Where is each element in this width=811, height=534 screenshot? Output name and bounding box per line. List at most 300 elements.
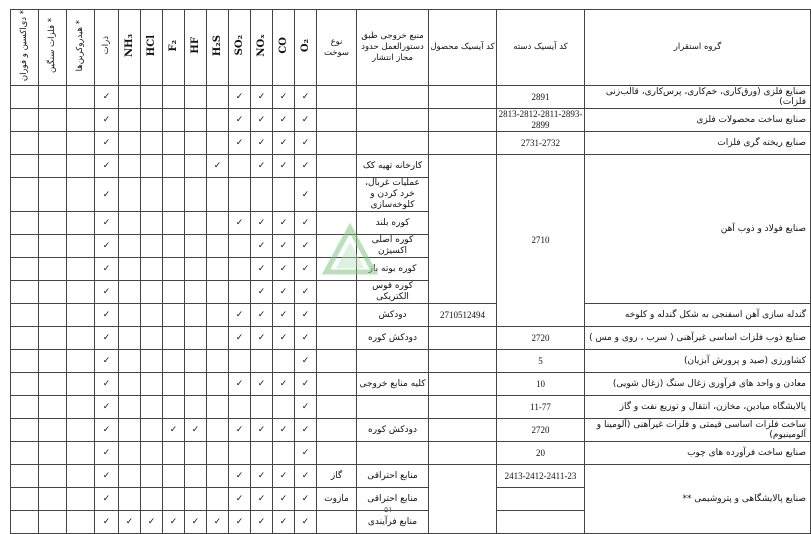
isic-group-cell: 5 bbox=[497, 350, 585, 373]
check-cell bbox=[163, 109, 185, 132]
table-body bbox=[11, 86, 811, 534]
check-cell bbox=[163, 235, 185, 258]
check-cell: ✓ bbox=[95, 281, 119, 304]
starred-cell bbox=[39, 327, 67, 350]
check-cell bbox=[185, 488, 207, 511]
check-cell bbox=[229, 281, 251, 304]
check-cell bbox=[119, 465, 141, 488]
check-cell: ✓ bbox=[273, 235, 295, 258]
check-cell: ✓ bbox=[229, 327, 251, 350]
check-cell: ✓ bbox=[273, 373, 295, 396]
fuel-cell bbox=[317, 109, 357, 132]
check-cell: ✓ bbox=[295, 132, 317, 155]
check-cell bbox=[141, 132, 163, 155]
group-cell: صنایع ساخت محصولات فلزی bbox=[585, 109, 811, 132]
check-cell bbox=[119, 281, 141, 304]
isic-group-cell: 2720 bbox=[497, 327, 585, 350]
starred-cell bbox=[39, 419, 67, 442]
check-cell bbox=[141, 109, 163, 132]
check-cell bbox=[273, 178, 295, 212]
group-cell: کشاورزی (صید و پرورش آبزیان) bbox=[585, 350, 811, 373]
check-cell: ✓ bbox=[229, 109, 251, 132]
isic-product-cell bbox=[429, 396, 497, 419]
starred-cell bbox=[67, 327, 95, 350]
check-cell bbox=[141, 155, 163, 178]
group-cell: صنایع فولاد و ذوب آهن bbox=[585, 155, 811, 304]
isic-product-cell bbox=[429, 465, 497, 534]
starred-cell bbox=[67, 281, 95, 304]
check-cell: ✓ bbox=[295, 373, 317, 396]
check-cell: ✓ bbox=[229, 373, 251, 396]
check-cell: ✓ bbox=[95, 373, 119, 396]
check-cell bbox=[141, 350, 163, 373]
check-cell bbox=[229, 396, 251, 419]
check-cell bbox=[119, 350, 141, 373]
check-cell: ✓ bbox=[273, 488, 295, 511]
isic-group-cell: 2891 bbox=[497, 86, 585, 109]
check-cell bbox=[119, 109, 141, 132]
check-cell: ✓ bbox=[229, 86, 251, 109]
check-cell: ✓ bbox=[295, 235, 317, 258]
isic-group-cell: 20 bbox=[497, 442, 585, 465]
check-cell bbox=[207, 465, 229, 488]
starred-cell bbox=[39, 511, 67, 534]
check-cell bbox=[141, 212, 163, 235]
check-cell: ✓ bbox=[141, 511, 163, 534]
isic-product-cell bbox=[429, 350, 497, 373]
table-row bbox=[11, 396, 811, 419]
isic-product-cell bbox=[429, 86, 497, 109]
check-cell bbox=[163, 327, 185, 350]
check-cell bbox=[119, 258, 141, 281]
group-cell: صنایع ساخت فرآورده های چوب bbox=[585, 442, 811, 465]
check-cell bbox=[119, 304, 141, 327]
check-cell: ✓ bbox=[251, 281, 273, 304]
check-cell: ✓ bbox=[295, 465, 317, 488]
check-cell bbox=[207, 109, 229, 132]
check-cell: ✓ bbox=[295, 488, 317, 511]
check-cell: ✓ bbox=[251, 235, 273, 258]
check-cell: ✓ bbox=[273, 86, 295, 109]
source-cell: کلیه منابع خروجی bbox=[357, 373, 429, 396]
watermark-logo bbox=[320, 222, 380, 282]
check-cell: ✓ bbox=[163, 511, 185, 534]
source-cell: کارخانه تهیه کک bbox=[357, 155, 429, 178]
check-cell: ✓ bbox=[95, 178, 119, 212]
check-cell bbox=[229, 258, 251, 281]
check-cell: ✓ bbox=[273, 465, 295, 488]
check-cell bbox=[141, 442, 163, 465]
fuel-cell: گاز bbox=[317, 465, 357, 488]
starred-cell bbox=[11, 109, 39, 132]
starred-cell bbox=[67, 86, 95, 109]
starred-cell bbox=[39, 304, 67, 327]
check-cell bbox=[229, 178, 251, 212]
check-cell: ✓ bbox=[295, 304, 317, 327]
check-cell: ✓ bbox=[95, 511, 119, 534]
check-cell bbox=[141, 281, 163, 304]
check-cell: ✓ bbox=[119, 511, 141, 534]
check-cell: ✓ bbox=[251, 419, 273, 442]
isic-product-cell bbox=[429, 327, 497, 350]
check-cell: ✓ bbox=[273, 419, 295, 442]
starred-cell bbox=[39, 258, 67, 281]
check-cell: ✓ bbox=[95, 235, 119, 258]
check-cell: ✓ bbox=[185, 511, 207, 534]
source-cell: کوره بوته باز bbox=[357, 258, 429, 281]
check-cell: ✓ bbox=[273, 304, 295, 327]
check-cell bbox=[163, 212, 185, 235]
starred-cell bbox=[39, 442, 67, 465]
header-nh3: NH₃ bbox=[119, 10, 141, 86]
starred-cell bbox=[11, 396, 39, 419]
check-cell bbox=[185, 132, 207, 155]
isic-product-cell bbox=[429, 109, 497, 132]
check-cell bbox=[163, 155, 185, 178]
check-cell bbox=[229, 235, 251, 258]
source-cell: دودکش کوره bbox=[357, 419, 429, 442]
check-cell bbox=[163, 350, 185, 373]
check-cell: ✓ bbox=[95, 465, 119, 488]
check-cell bbox=[141, 488, 163, 511]
fuel-cell bbox=[317, 304, 357, 327]
check-cell bbox=[185, 109, 207, 132]
check-cell: ✓ bbox=[95, 155, 119, 178]
check-cell: ✓ bbox=[251, 465, 273, 488]
check-cell: ✓ bbox=[229, 465, 251, 488]
starred-cell bbox=[39, 465, 67, 488]
check-cell bbox=[185, 155, 207, 178]
check-cell bbox=[163, 304, 185, 327]
isic-product-cell bbox=[429, 373, 497, 396]
check-cell: ✓ bbox=[295, 178, 317, 212]
group-cell: صنایع ذوب فلزات اساسی غیرآهنی ( سرب ، روی و مس ) bbox=[585, 327, 811, 350]
group-cell: صنایع ریخته گری فلزات bbox=[585, 132, 811, 155]
check-cell bbox=[119, 373, 141, 396]
starred-cell bbox=[11, 419, 39, 442]
fuel-cell bbox=[317, 396, 357, 419]
starred-cell bbox=[11, 304, 39, 327]
starred-cell bbox=[11, 442, 39, 465]
check-cell: ✓ bbox=[95, 419, 119, 442]
check-cell: ✓ bbox=[229, 419, 251, 442]
starred-cell bbox=[39, 86, 67, 109]
isic-group-cell: 2720 bbox=[497, 419, 585, 442]
starred-cell bbox=[11, 511, 39, 534]
starred-cell bbox=[11, 488, 39, 511]
table-row bbox=[11, 109, 811, 132]
check-cell: ✓ bbox=[95, 396, 119, 419]
starred-cell bbox=[39, 155, 67, 178]
check-cell bbox=[141, 86, 163, 109]
starred-cell bbox=[11, 465, 39, 488]
fuel-cell bbox=[317, 132, 357, 155]
source-cell: منابع فرآیندی bbox=[357, 511, 429, 534]
starred-cell bbox=[67, 178, 95, 212]
starred-cell bbox=[39, 373, 67, 396]
check-cell bbox=[163, 396, 185, 419]
starred-cell bbox=[67, 511, 95, 534]
check-cell bbox=[251, 396, 273, 419]
starred-cell bbox=[67, 235, 95, 258]
starred-cell bbox=[67, 465, 95, 488]
check-cell: ✓ bbox=[251, 132, 273, 155]
check-cell bbox=[185, 281, 207, 304]
source-cell: کوره اصلی اکسیژن bbox=[357, 235, 429, 258]
check-cell: ✓ bbox=[163, 419, 185, 442]
starred-cell bbox=[67, 350, 95, 373]
check-cell bbox=[229, 442, 251, 465]
check-cell: ✓ bbox=[295, 350, 317, 373]
check-cell: ✓ bbox=[295, 442, 317, 465]
fuel-cell bbox=[317, 281, 357, 304]
starred-cell bbox=[67, 212, 95, 235]
page-number: ۵۱ bbox=[384, 505, 393, 514]
group-cell: معادن و واحد های فرآوری زغال سنگ (زغال شویی) bbox=[585, 373, 811, 396]
check-cell bbox=[207, 350, 229, 373]
check-cell: ✓ bbox=[207, 511, 229, 534]
starred-cell bbox=[67, 304, 95, 327]
check-cell: ✓ bbox=[95, 304, 119, 327]
check-cell: ✓ bbox=[295, 281, 317, 304]
isic-product-cell bbox=[429, 155, 497, 304]
check-cell bbox=[163, 86, 185, 109]
starred-cell bbox=[67, 373, 95, 396]
isic-group-cell: 2710 bbox=[497, 155, 585, 327]
header-co: CO bbox=[273, 10, 295, 86]
check-cell bbox=[141, 419, 163, 442]
starred-cell bbox=[11, 132, 39, 155]
table-row bbox=[11, 350, 811, 373]
header-hydrocarbons: * هیدروکربن‌ها bbox=[67, 10, 95, 86]
source-cell: عملیات غربال، خرد کردن و کلوخه‌سازی bbox=[357, 178, 429, 212]
group-cell: گندله سازی آهن اسفنجی به شکل گندله و کلوخه bbox=[585, 304, 811, 327]
group-cell: ساخت فلزات اساسی قیمتی و فلزات غیرآهنی (آلومینا و آلومینیوم) bbox=[585, 419, 811, 442]
check-cell: ✓ bbox=[273, 155, 295, 178]
starred-cell bbox=[11, 258, 39, 281]
check-cell bbox=[207, 86, 229, 109]
check-cell: ✓ bbox=[95, 258, 119, 281]
starred-cell bbox=[39, 212, 67, 235]
isic-product-cell bbox=[429, 442, 497, 465]
table-row bbox=[11, 442, 811, 465]
group-cell: صنایع فلزی (ورق‌کاری، خم‌کاری، پرس‌کاری، قالب‌زنی فلزات) bbox=[585, 86, 811, 109]
check-cell: ✓ bbox=[251, 327, 273, 350]
header-f2: F₂ bbox=[163, 10, 185, 86]
check-cell bbox=[251, 178, 273, 212]
group-cell: صنایع پالایشگاهی و پتروشیمی ** bbox=[585, 465, 811, 534]
header-hcl: HCl bbox=[141, 10, 163, 86]
fuel-cell bbox=[317, 350, 357, 373]
check-cell: ✓ bbox=[251, 109, 273, 132]
fuel-cell bbox=[317, 327, 357, 350]
table-row bbox=[11, 155, 811, 178]
fuel-cell bbox=[317, 155, 357, 178]
header-o2: O₂ bbox=[295, 10, 317, 86]
starred-cell bbox=[67, 109, 95, 132]
starred-cell bbox=[39, 109, 67, 132]
check-cell bbox=[185, 465, 207, 488]
check-cell bbox=[207, 178, 229, 212]
check-cell bbox=[185, 442, 207, 465]
starred-cell bbox=[67, 132, 95, 155]
check-cell: ✓ bbox=[251, 86, 273, 109]
check-cell bbox=[207, 442, 229, 465]
check-cell bbox=[185, 178, 207, 212]
table-row bbox=[11, 86, 811, 109]
check-cell: ✓ bbox=[251, 511, 273, 534]
check-cell bbox=[163, 132, 185, 155]
check-cell bbox=[251, 350, 273, 373]
table-row bbox=[11, 373, 811, 396]
source-cell bbox=[357, 86, 429, 109]
starred-cell bbox=[11, 178, 39, 212]
isic-group-cell: 2813-2812-2811-2893-2899 bbox=[497, 109, 585, 132]
check-cell: ✓ bbox=[251, 304, 273, 327]
check-cell: ✓ bbox=[251, 258, 273, 281]
check-cell: ✓ bbox=[273, 132, 295, 155]
check-cell bbox=[229, 350, 251, 373]
check-cell bbox=[141, 373, 163, 396]
source-cell bbox=[357, 109, 429, 132]
check-cell bbox=[141, 178, 163, 212]
isic-group-cell: 2731-2732 bbox=[497, 132, 585, 155]
check-cell: ✓ bbox=[295, 419, 317, 442]
header-so2: SO₂ bbox=[229, 10, 251, 86]
check-cell bbox=[185, 327, 207, 350]
header-row bbox=[11, 10, 811, 86]
check-cell bbox=[207, 304, 229, 327]
fuel-cell bbox=[317, 511, 357, 534]
check-cell: ✓ bbox=[207, 155, 229, 178]
isic-group-cell: 11-77 bbox=[497, 396, 585, 419]
starred-cell bbox=[11, 86, 39, 109]
header-dioxin: * دی‌اکسین و فوران bbox=[11, 10, 39, 86]
check-cell bbox=[185, 235, 207, 258]
check-cell: ✓ bbox=[295, 396, 317, 419]
check-cell: ✓ bbox=[251, 155, 273, 178]
starred-cell bbox=[11, 155, 39, 178]
source-cell: کوره قوس الکتریکی bbox=[357, 281, 429, 304]
check-cell: ✓ bbox=[295, 327, 317, 350]
check-cell bbox=[185, 86, 207, 109]
starred-cell bbox=[39, 132, 67, 155]
starred-cell bbox=[11, 281, 39, 304]
isic-product-cell bbox=[429, 132, 497, 155]
fuel-cell bbox=[317, 178, 357, 212]
check-cell bbox=[229, 155, 251, 178]
check-cell: ✓ bbox=[185, 419, 207, 442]
check-cell: ✓ bbox=[229, 212, 251, 235]
check-cell: ✓ bbox=[229, 132, 251, 155]
fuel-cell bbox=[317, 86, 357, 109]
check-cell bbox=[185, 304, 207, 327]
check-cell bbox=[119, 212, 141, 235]
source-cell: دودکش bbox=[357, 304, 429, 327]
check-cell bbox=[207, 212, 229, 235]
check-cell bbox=[207, 419, 229, 442]
source-cell: دودکش کوره bbox=[357, 327, 429, 350]
starred-cell bbox=[11, 212, 39, 235]
check-cell: ✓ bbox=[295, 258, 317, 281]
header-nox: NOₓ bbox=[251, 10, 273, 86]
check-cell bbox=[207, 327, 229, 350]
check-cell bbox=[273, 396, 295, 419]
fuel-cell bbox=[317, 419, 357, 442]
check-cell bbox=[119, 327, 141, 350]
check-cell bbox=[119, 178, 141, 212]
check-cell bbox=[273, 350, 295, 373]
isic-group-cell bbox=[497, 488, 585, 511]
starred-cell bbox=[39, 350, 67, 373]
check-cell bbox=[119, 132, 141, 155]
check-cell bbox=[207, 258, 229, 281]
source-cell bbox=[357, 442, 429, 465]
check-cell: ✓ bbox=[273, 212, 295, 235]
header-h2s: H₂S bbox=[207, 10, 229, 86]
header-source: منبع خروجی طبق دستورالعمل حدود مجاز انتشار bbox=[357, 10, 429, 86]
starred-cell bbox=[39, 178, 67, 212]
check-cell: ✓ bbox=[95, 109, 119, 132]
check-cell bbox=[185, 258, 207, 281]
check-cell bbox=[163, 178, 185, 212]
table-row bbox=[11, 304, 811, 327]
check-cell: ✓ bbox=[295, 109, 317, 132]
isic-group-cell: 10 bbox=[497, 373, 585, 396]
check-cell: ✓ bbox=[273, 109, 295, 132]
header-group: گروه استقرار bbox=[585, 10, 811, 86]
check-cell bbox=[119, 155, 141, 178]
check-cell: ✓ bbox=[273, 511, 295, 534]
header-isic-group: کد آیسیک دسته bbox=[497, 10, 585, 86]
starred-cell bbox=[39, 281, 67, 304]
isic-product-cell bbox=[429, 419, 497, 442]
check-cell: ✓ bbox=[95, 327, 119, 350]
starred-cell bbox=[11, 373, 39, 396]
check-cell bbox=[207, 281, 229, 304]
check-cell bbox=[141, 327, 163, 350]
check-cell bbox=[119, 396, 141, 419]
check-cell: ✓ bbox=[95, 488, 119, 511]
header-isic-product: کد آیسیک محصول bbox=[429, 10, 497, 86]
source-cell: کوره بلند bbox=[357, 212, 429, 235]
table-row bbox=[11, 132, 811, 155]
starred-cell bbox=[67, 488, 95, 511]
check-cell bbox=[207, 488, 229, 511]
check-cell: ✓ bbox=[251, 212, 273, 235]
starred-cell bbox=[67, 258, 95, 281]
check-cell bbox=[163, 258, 185, 281]
check-cell bbox=[163, 488, 185, 511]
fuel-cell: مازوت bbox=[317, 488, 357, 511]
check-cell bbox=[141, 465, 163, 488]
check-cell bbox=[185, 373, 207, 396]
check-cell bbox=[185, 212, 207, 235]
check-cell: ✓ bbox=[273, 327, 295, 350]
check-cell bbox=[207, 132, 229, 155]
group-cell: پالایشگاه میادین، مخازن، انتقال و توزیع نفت و گاز bbox=[585, 396, 811, 419]
check-cell: ✓ bbox=[295, 212, 317, 235]
source-cell bbox=[357, 396, 429, 419]
header-particulates: ذرات bbox=[95, 10, 119, 86]
check-cell: ✓ bbox=[95, 212, 119, 235]
check-cell bbox=[207, 396, 229, 419]
check-cell bbox=[141, 396, 163, 419]
table-row bbox=[11, 327, 811, 350]
check-cell bbox=[119, 488, 141, 511]
header-heavy-metals: * فلزات سنگین bbox=[39, 10, 67, 86]
table-row bbox=[11, 419, 811, 442]
